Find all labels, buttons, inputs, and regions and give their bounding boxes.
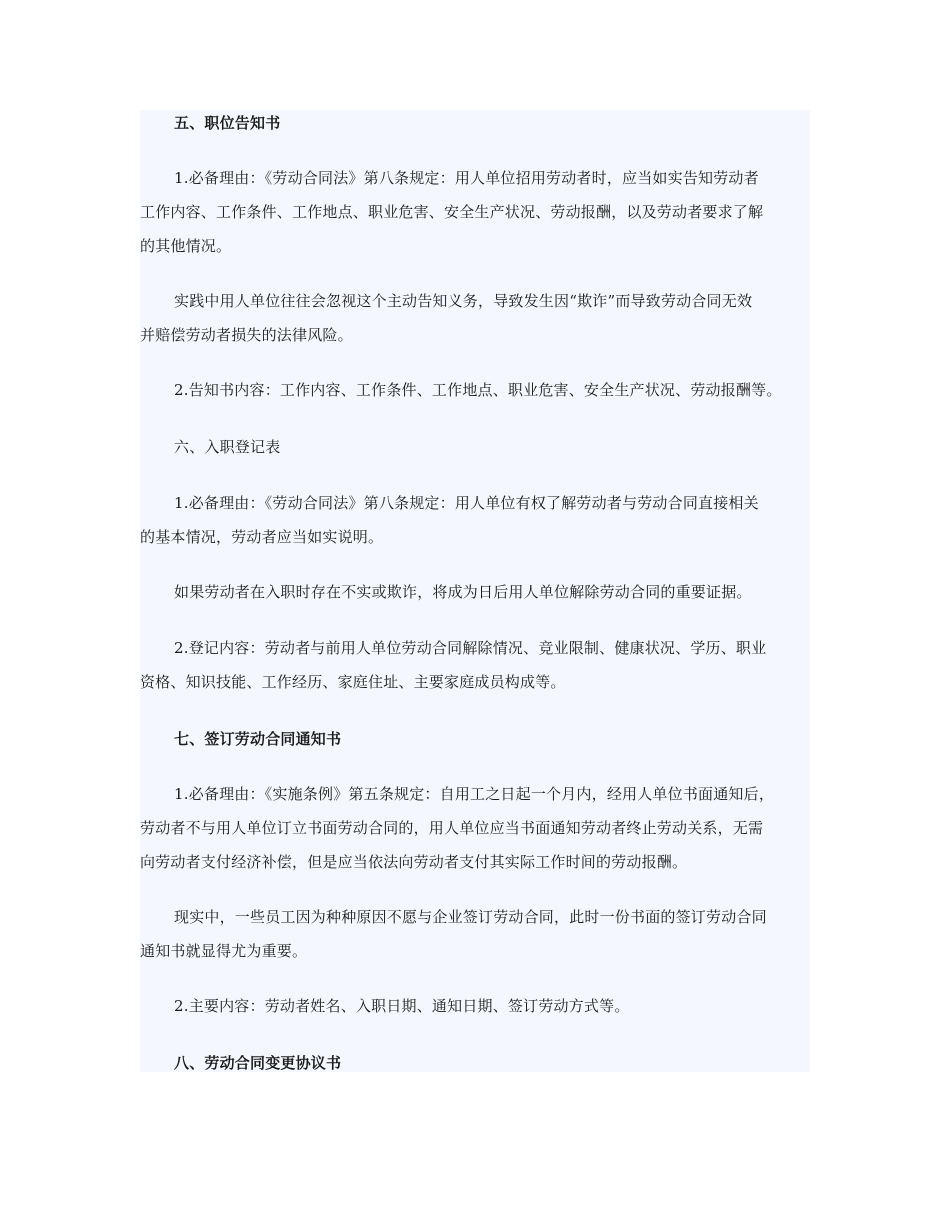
section-seven-paragraph-2	[140, 900, 815, 968]
paragraph-line: 通知书就显得尤为重要。	[140, 942, 308, 960]
paragraph-line: 现实中，一些员工因为种种原因不愿与企业签订劳动合同，此时一份书面的签订劳动合同	[174, 908, 767, 926]
section-five-paragraph-2	[140, 284, 815, 352]
paragraph-line: 向劳动者支付经济补偿，但是应当依法向劳动者支付其实际工作时间的劳动报酬。	[140, 853, 688, 871]
section-seven-paragraph-1	[140, 777, 815, 879]
paragraph-line: 的其他情况。	[140, 237, 232, 255]
paragraph-line: 2.主要内容：劳动者姓名、入职日期、通知日期、签订劳动方式等。	[174, 997, 630, 1015]
section-six-paragraph-1	[140, 486, 815, 554]
paragraph-line: 工作内容、工作条件、工作地点、职业危害、安全生产状况、劳动报酬，以及劳动者要求了解	[140, 203, 764, 221]
paragraph-line: 的基本情况，劳动者应当如实说明。	[140, 528, 384, 546]
section-eight-heading	[140, 1046, 815, 1080]
section-heading: 六、入职登记表	[174, 438, 281, 456]
section-five-heading	[140, 106, 815, 140]
paragraph-line: 劳动者不与用人单位订立书面劳动合同的，用人单位应当书面通知劳动者终止劳动关系，无需	[140, 819, 764, 837]
section-heading: 七、签订劳动合同通知书	[174, 730, 342, 748]
paragraph-line: 并赔偿劳动者损失的法律风险。	[140, 326, 353, 344]
paragraph-line: 2.告知书内容：工作内容、工作条件、工作地点、职业危害、安全生产状况、劳动报酬等。	[174, 381, 782, 399]
section-five-paragraph-3	[140, 373, 815, 407]
paragraph-line: 1.必备理由：《劳动合同法》第八条规定：用人单位有权了解劳动者与劳动合同直接相关	[174, 494, 759, 512]
section-seven-paragraph-3	[140, 989, 815, 1023]
paragraph-line: 1.必备理由：《实施条例》第五条规定：自用工之日起一个月内，经用人单位书面通知后，	[174, 785, 775, 803]
paragraph-line: 2.登记内容：劳动者与前用人单位劳动合同解除情况、竞业限制、健康状况、学历、职业	[174, 639, 767, 657]
section-six-heading	[140, 430, 815, 464]
section-heading: 八、劳动合同变更协议书	[174, 1054, 342, 1072]
section-heading: 五、职位告知书	[174, 114, 281, 132]
section-seven-heading	[140, 722, 815, 756]
paragraph-line: 1.必备理由：《劳动合同法》第八条规定：用人单位招用劳动者时，应当如实告知劳动者	[174, 169, 759, 187]
paragraph-line: 实践中用人单位往往会忽视这个主动告知义务，导致发生因“欺诈”而导致劳动合同无效	[174, 292, 753, 310]
paragraph-line: 资格、知识技能、工作经历、家庭住址、主要家庭成员构成等。	[140, 673, 566, 691]
section-six-paragraph-2	[140, 575, 815, 609]
section-six-paragraph-3	[140, 631, 815, 699]
paragraph-line: 如果劳动者在入职时存在不实或欺诈，将成为日后用人单位解除劳动合同的重要证据。	[174, 583, 752, 601]
section-five-paragraph-1	[140, 161, 815, 263]
